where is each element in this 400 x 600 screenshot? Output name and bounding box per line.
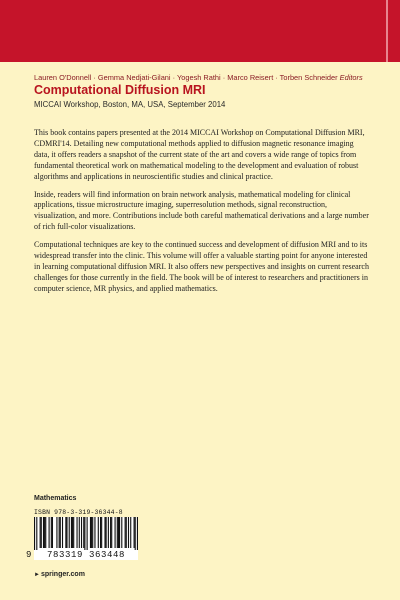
barcode-bar	[83, 517, 84, 548]
barcode-bar	[72, 517, 73, 548]
barcode-lead-digit: 9	[26, 550, 33, 560]
barcode-bar	[119, 517, 120, 548]
barcode-bar	[56, 517, 57, 548]
barcode-bar	[121, 517, 122, 548]
barcode-bar	[108, 517, 109, 548]
barcode-bar	[45, 517, 46, 548]
barcode-bar	[125, 517, 126, 548]
barcode-bar	[104, 517, 105, 548]
barcode-bar	[59, 517, 60, 548]
barcode-bar	[84, 517, 85, 551]
barcode-bar	[94, 517, 95, 548]
barcode-bar	[79, 517, 80, 548]
barcode-digits	[26, 550, 138, 560]
cover-top-band	[0, 0, 400, 62]
barcode-bar	[135, 517, 136, 551]
barcode-left-digits: 783319	[46, 550, 83, 560]
barcode-bar	[51, 517, 52, 548]
publisher-link[interactable]	[34, 571, 85, 578]
publisher-url: springer.com	[40, 571, 85, 578]
barcode-bar	[62, 517, 63, 548]
barcode-bar	[69, 517, 70, 548]
barcode-bars	[34, 517, 138, 551]
blurb-paragraph: Inside, readers will find information on brain network analysis, mathematical modeling for clinical applications, tissue microstructure imaging, superresolution methods, signal reconstruction, visualization, and more. Contributions include both careful mathematical derivations and a large number of rich full-color visualizations.	[34, 189, 369, 232]
blurb-paragraph: This book contains papers presented at the 2014 MICCAI Workshop on Computational Diffusion MRI, CDMRI'14. Detailing new computational methods applied to diffusion magnetic resonance imaging data, it offers readers a snapshot of the current state of the art and covers a wide range of topics from fundamental theoretical work on mathematical modeling to the development and evaluation of robust algorithms and applications in neuroscientific studies and clinical practice.	[34, 128, 365, 181]
barcode-bar	[130, 517, 131, 548]
barcode-bar	[111, 517, 112, 548]
barcode-bar	[106, 517, 107, 548]
barcode-bar	[137, 517, 138, 551]
barcode-bar	[76, 517, 77, 548]
barcode-bar	[90, 517, 91, 548]
barcode-bar	[43, 517, 44, 548]
barcode-bar	[71, 517, 72, 548]
subject-category: Mathematics	[34, 495, 77, 502]
authors-text: Lauren O'Donnell · Gemma Nedjati-Gilani · Yogesh Rathi · Marco Reisert · Torben Schneider	[34, 73, 338, 82]
blurb-paragraph: Computational techniques are key to the continued success and development of diffusion MRI and to its widespread transfer into the clinic. This volume will offer a valuable starting point for anyone interested in learning computational diffusion MRI. It also offers new perspectives and insights on current research challenges for those currently in the field. The book will be of interest to researchers and practitioners in computer science, MR physics, and applied mathematics.	[34, 240, 369, 293]
arrow-right-icon: ►	[34, 572, 40, 578]
barcode-bar	[73, 517, 74, 548]
barcode-bar	[134, 517, 135, 548]
barcode-bar	[65, 517, 66, 548]
barcode-bar	[92, 517, 93, 548]
barcode-bar	[91, 517, 92, 548]
barcode-bar	[81, 517, 82, 548]
barcode-bar	[118, 517, 119, 548]
barcode-bar	[41, 517, 42, 548]
barcode-right-digits: 363448	[89, 550, 126, 560]
author-list	[34, 73, 384, 82]
blurb-text	[34, 128, 370, 302]
barcode-bar	[98, 517, 99, 548]
barcode-bar	[128, 517, 129, 548]
barcode-bar	[49, 517, 50, 548]
barcode-bar	[126, 517, 127, 548]
barcode-bar	[110, 517, 111, 548]
barcode-bar	[115, 517, 116, 548]
barcode-bar	[44, 517, 45, 548]
barcode-bar	[101, 517, 102, 548]
barcode-bar	[36, 517, 37, 551]
editors-label: Editors	[339, 73, 363, 82]
barcode-bar	[117, 517, 118, 548]
isbn-label: ISBN 978-3-319-36344-8	[34, 509, 123, 516]
barcode-bar	[66, 517, 67, 548]
barcode-bar	[60, 517, 61, 548]
back-cover	[0, 62, 400, 600]
barcode-bar	[100, 517, 101, 548]
book-title: Computational Diffusion MRI	[34, 83, 206, 97]
spine-fold-line	[386, 0, 388, 62]
barcode-bar	[52, 517, 53, 548]
book-subtitle: MICCAI Workshop, Boston, MA, USA, September 2014	[34, 100, 226, 109]
barcode-bar	[34, 517, 35, 551]
barcode-bar	[40, 517, 41, 548]
barcode-bar	[87, 517, 88, 551]
